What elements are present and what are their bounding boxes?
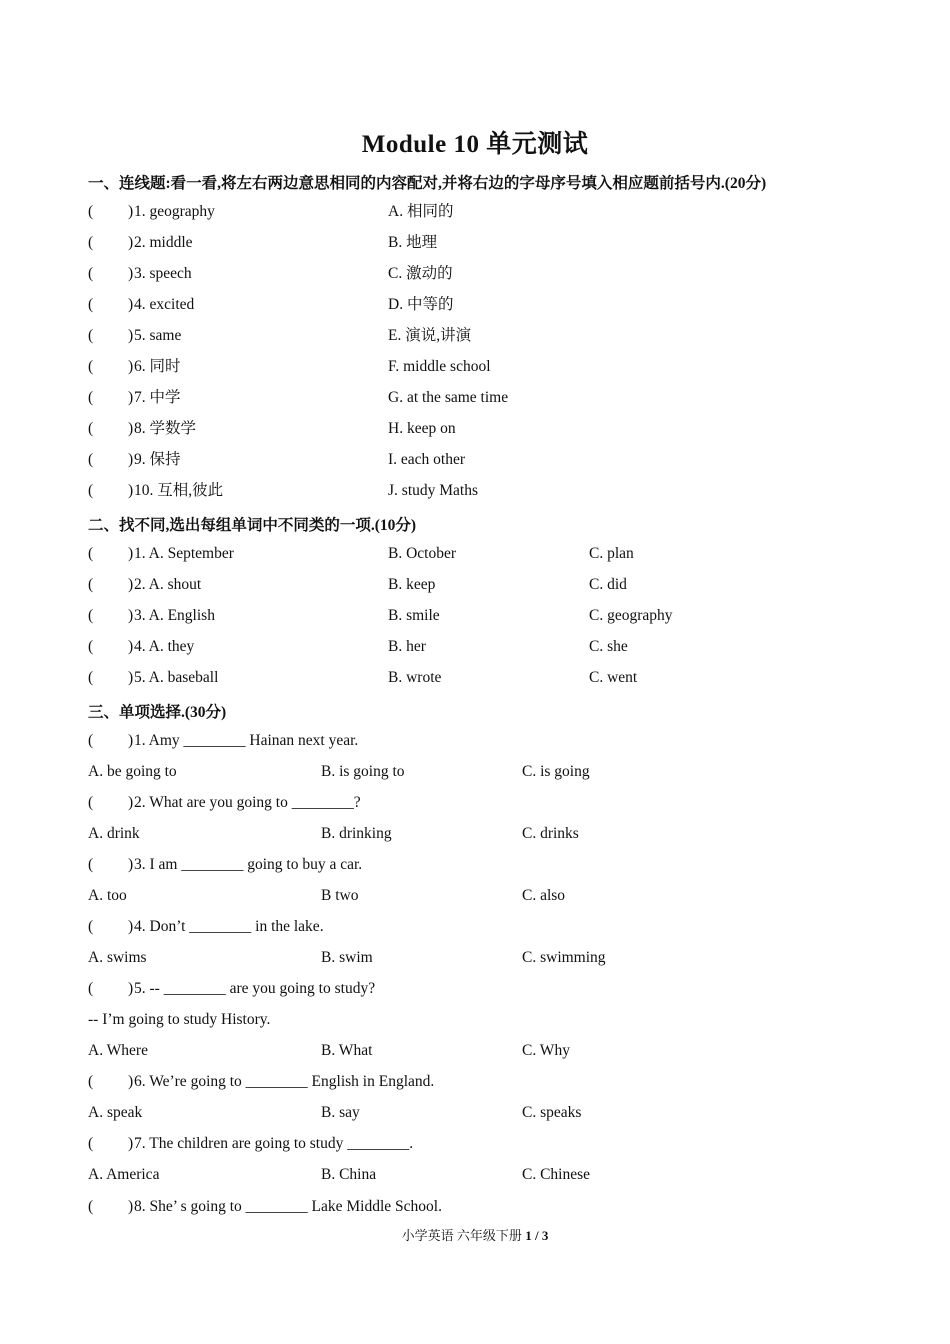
option-a: A. speak — [88, 1104, 143, 1121]
option-c: C. did — [589, 576, 627, 593]
answer-paren-open: ( — [88, 451, 94, 468]
matching-term: 10. 互相,彼此 — [134, 482, 224, 499]
matching-term: 4. excited — [134, 296, 195, 313]
matching-option: E. 演说,讲演 — [388, 327, 472, 344]
option-c: C. is going — [522, 763, 590, 780]
answer-paren-open: ( — [88, 203, 94, 220]
answer-paren-close: ) — [128, 451, 134, 468]
page-title: Module 10 单元测试 — [361, 131, 589, 158]
section-2-heading: 二、找不同,选出每组单词中不同类的一项.(10分) — [88, 517, 417, 534]
page-total: 3 — [541, 1228, 549, 1243]
answer-paren-open: ( — [88, 732, 94, 749]
option-b: B. keep — [388, 576, 436, 593]
answer-paren-close: ) — [128, 607, 134, 624]
option-a: A. Where — [88, 1042, 148, 1059]
option-b: B. China — [321, 1166, 377, 1183]
footer-label: 小学英语 六年级下册 — [401, 1228, 522, 1243]
option-c: C. also — [522, 887, 566, 904]
answer-paren-open: ( — [88, 638, 94, 655]
question-text: 3. I am ________ going to buy a car. — [134, 856, 363, 873]
page-footer — [0, 1225, 950, 1244]
option-a: 4. A. they — [134, 638, 195, 655]
answer-paren-open: ( — [88, 327, 94, 344]
option-b: B. is going to — [321, 763, 405, 780]
answer-paren-open: ( — [88, 420, 94, 437]
option-a: A. too — [88, 887, 127, 904]
answer-paren-open: ( — [88, 358, 94, 375]
answer-paren-open: ( — [88, 1073, 94, 1090]
answer-paren-open: ( — [88, 607, 94, 624]
option-b: B. swim — [321, 949, 373, 966]
answer-paren-open: ( — [88, 856, 94, 873]
answer-paren-close: ) — [128, 732, 134, 749]
option-c: C. Chinese — [522, 1166, 591, 1183]
matching-term: 3. speech — [134, 265, 192, 282]
page-number: 1 — [525, 1228, 532, 1243]
option-a: A. be going to — [88, 763, 177, 780]
answer-paren-close: ) — [128, 389, 134, 406]
option-a: 5. A. baseball — [134, 669, 219, 686]
question-text: 7. The children are going to study ________. — [134, 1135, 414, 1152]
answer-paren-open: ( — [88, 794, 94, 811]
answer-paren-close: ) — [128, 576, 134, 593]
option-c: C. plan — [589, 545, 634, 562]
option-b: B. drinking — [321, 825, 392, 842]
question-text: 1. Amy ________ Hainan next year. — [134, 732, 359, 749]
answer-paren-open: ( — [88, 482, 94, 499]
answer-paren-open: ( — [88, 1198, 94, 1215]
answer-paren-close: ) — [128, 980, 134, 997]
matching-term: 8. 学数学 — [134, 420, 197, 437]
option-c: C. Why — [522, 1042, 570, 1059]
section-1-heading: 一、连线题:看一看,将左右两边意思相同的内容配对,并将右边的字母序号填入相应题前括号内.(20分) — [88, 175, 767, 192]
matching-option: A. 相同的 — [388, 203, 454, 220]
answer-paren-open: ( — [88, 980, 94, 997]
answer-paren-close: ) — [128, 1135, 134, 1152]
answer-paren-open: ( — [88, 576, 94, 593]
matching-option: I. each other — [388, 451, 466, 468]
option-c: C. drinks — [522, 825, 579, 842]
matching-term: 7. 中学 — [134, 389, 181, 406]
question-text: 4. Don’t ________ in the lake. — [134, 918, 324, 935]
question-text: 8. She’ s going to ________ Lake Middle School. — [134, 1198, 442, 1215]
answer-paren-close: ) — [128, 918, 134, 935]
answer-paren-close: ) — [128, 327, 134, 344]
option-b: B two — [321, 887, 359, 904]
question-text: 2. What are you going to ________? — [134, 794, 361, 811]
option-b: B. say — [321, 1104, 360, 1121]
answer-paren-close: ) — [128, 420, 134, 437]
answer-paren-open: ( — [88, 265, 94, 282]
option-a: 3. A. English — [134, 607, 215, 624]
option-b: B. her — [388, 638, 426, 655]
matching-option: H. keep on — [388, 420, 456, 437]
matching-term: 2. middle — [134, 234, 193, 251]
option-a: A. America — [88, 1166, 160, 1183]
answer-paren-close: ) — [128, 203, 134, 220]
option-c: C. swimming — [522, 949, 606, 966]
answer-paren-close: ) — [128, 296, 134, 313]
answer-paren-open: ( — [88, 234, 94, 251]
matching-option: G. at the same time — [388, 389, 509, 406]
answer-paren-open: ( — [88, 296, 94, 313]
answer-paren-open: ( — [88, 918, 94, 935]
answer-paren-open: ( — [88, 1135, 94, 1152]
answer-paren-close: ) — [128, 1073, 134, 1090]
answer-paren-close: ) — [128, 482, 134, 499]
section-3-heading: 三、单项选择.(30分) — [88, 704, 227, 721]
question-text: 6. We’re going to ________ English in England. — [134, 1073, 435, 1090]
answer-paren-close: ) — [128, 669, 134, 686]
question-text: 5. -- ________ are you going to study? — [134, 980, 376, 997]
option-c: C. speaks — [522, 1104, 582, 1121]
option-c: C. geography — [589, 607, 673, 624]
answer-paren-close: ) — [128, 794, 134, 811]
option-c: C. went — [589, 669, 638, 686]
matching-term: 5. same — [134, 327, 182, 344]
answer-paren-open: ( — [88, 545, 94, 562]
option-b: B. wrote — [388, 669, 442, 686]
matching-option: J. study Maths — [388, 482, 478, 499]
answer-paren-close: ) — [128, 234, 134, 251]
option-b: B. What — [321, 1042, 373, 1059]
page-separator: / — [534, 1228, 539, 1243]
matching-option: D. 中等的 — [388, 296, 454, 313]
answer-paren-open: ( — [88, 389, 94, 406]
matching-term: 6. 同时 — [134, 358, 181, 375]
matching-option: B. 地理 — [388, 234, 438, 251]
option-a: A. drink — [88, 825, 140, 842]
option-a: A. swims — [88, 949, 147, 966]
option-c: C. she — [589, 638, 628, 655]
answer-paren-close: ) — [128, 545, 134, 562]
matching-option: F. middle school — [388, 358, 491, 375]
answer-paren-close: ) — [128, 1198, 134, 1215]
matching-term: 9. 保持 — [134, 451, 181, 468]
matching-term: 1. geography — [134, 203, 215, 220]
option-b: B. smile — [388, 607, 440, 624]
option-a: 1. A. September — [134, 545, 234, 562]
option-a: 2. A. shout — [134, 576, 202, 593]
answer-paren-open: ( — [88, 669, 94, 686]
answer-paren-close: ) — [128, 265, 134, 282]
matching-option: C. 激动的 — [388, 265, 453, 282]
option-b: B. October — [388, 545, 457, 562]
answer-paren-close: ) — [128, 638, 134, 655]
answer-paren-close: ) — [128, 856, 134, 873]
dialogue-line: -- I’m going to study History. — [88, 1011, 271, 1028]
answer-paren-close: ) — [128, 358, 134, 375]
